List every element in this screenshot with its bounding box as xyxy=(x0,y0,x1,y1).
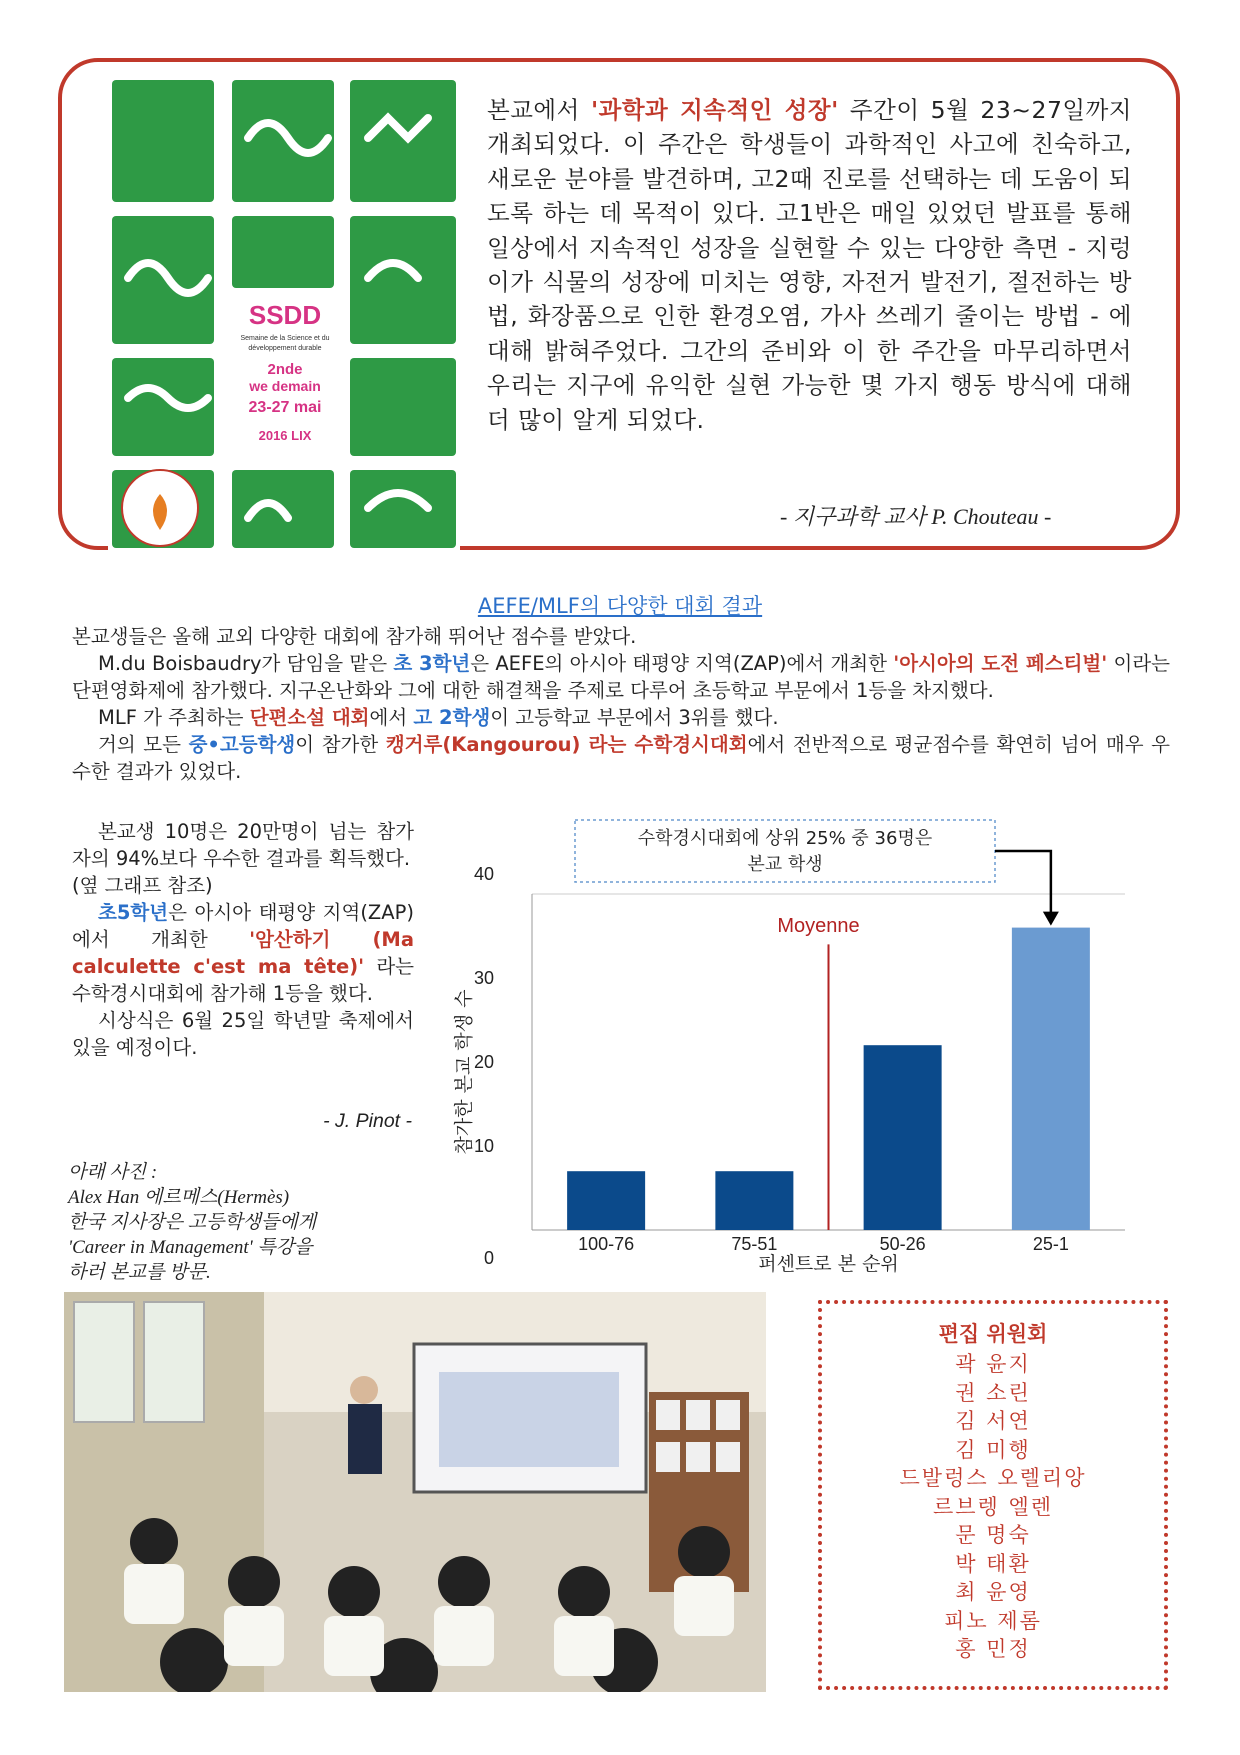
y-tick-label: 40 xyxy=(473,864,494,884)
average-label: Moyenne xyxy=(777,914,860,937)
paragraph-5: 본교생 10명은 20만명이 넘는 참가자의 94%보다 우수한 결과를 획득했다. xyxy=(72,820,414,870)
x-tick-label: 25-1 xyxy=(1032,1234,1069,1254)
annotation-line-2: 본교 학생 xyxy=(747,854,823,875)
section-signature: - J. Pinot - xyxy=(323,1110,412,1132)
y-tick-label: 10 xyxy=(473,1136,494,1156)
paragraph-7: 초5학년은 아시아 태평양 지역(ZAP)에서 개최한 '암산하기 (Ma calculette c'est ma tête)' 라는 수학경시대회에 참가해 1등을 했다. xyxy=(72,901,414,1005)
paragraph-2: M.du Boisbaudry가 담임을 맡은 초 3학년은 AEFE의 아시아 태평양 지역(ZAP)에서 개최한 '아시아의 도전 페스티벌' 이라는 단편영화제에 참가했다. 지구온난화와 그에 대한 해결책을 주제로 다루어 초등학교 부문에서 1등을 차지했다. xyxy=(72,652,1171,702)
member-list xyxy=(822,1350,1164,1664)
arrow-head-icon xyxy=(1043,912,1059,926)
annotation-line-1: 수학경시대회에 상위 25% 중 36명은 xyxy=(637,828,933,849)
poster-line-1: 2nde xyxy=(267,361,303,378)
editor-member: 르브렝 엘렌 xyxy=(932,1494,1054,1519)
presenter xyxy=(348,1376,382,1474)
paragraph-4: 거의 모든 중•고등학생이 참가한 캥거루(Kangourou) 라는 수학경시대회에서 전반적으로 평균점수를 확연히 넘어 매우 우수한 결과가 있었다. xyxy=(72,733,1171,783)
section-title: AEFE/MLF의 다양한 대회 결과 xyxy=(477,594,763,618)
poster-line-4: 2016 LIX xyxy=(258,428,312,443)
paragraph-8: 시상식은 6월 25일 학년말 축제에서 있을 예정이다. xyxy=(72,1009,414,1059)
editor-member: 문 명숙 xyxy=(955,1523,1031,1547)
y-tick-label: 30 xyxy=(473,968,494,988)
poster-line-2: we demain xyxy=(249,378,321,394)
y-axis-label: 참가한 본교 학생 수 xyxy=(453,989,475,1155)
bar xyxy=(864,1045,942,1230)
x-tick-label: 50-26 xyxy=(879,1234,926,1254)
photo-caption: 아래 사진 : Alex Han 에르메스(Hermès) 한국 지사장은 고등학생들에게 'Career in Management' 특강을 하러 본교를 방문. xyxy=(68,1162,317,1283)
y-tick-label: 20 xyxy=(473,1052,494,1072)
intro-text-2: 주간이 5월 23~27일까지 개최되었다. 이 주간은 학생들이 과학적인 사고에 친숙하고, 새로운 분야를 발견하며, 고2때 진로를 선택하는 데 도움이 되도록 하는 데 목적이 있다. 고1반은 매일 있었던 발표를 통해 일상에서 지속적인 성장을 실현할 수 있는 다양한 측면 - 지렁이가 식물의 성장에 미치는 영향, 자전거 발전기, 절전하는 방법, 화장품으로 인한 환경오염, 가사 쓰레기 줄이는 방법 - 에 대해 밝혀주었다. 그간의 준비와 이 한 주간을 마무리하면서 우리는 지구에 유익한 실현 가능한 몇 가지 행동 방식에 대해 더 많이 알게 되었다. xyxy=(487,96,1133,434)
annotation-arrow xyxy=(995,851,1051,922)
ssdd-poster xyxy=(108,78,460,550)
paragraph-6: (옆 그래프 참조) xyxy=(72,874,213,897)
bar xyxy=(715,1171,793,1230)
editor-member: 박 태환 xyxy=(955,1551,1031,1576)
editorial-committee xyxy=(818,1300,1168,1690)
paragraph-1: 본교생들은 올해 교외 다양한 대회에 참가해 뛰어난 점수를 받았다. xyxy=(72,625,637,648)
poster-subtitle-2: développement durable xyxy=(248,345,322,352)
bar xyxy=(1012,928,1090,1230)
x-tick-label: 100-76 xyxy=(578,1234,635,1254)
poster-title: SSDD xyxy=(248,300,322,330)
intro-paragraph xyxy=(487,93,1132,437)
bar xyxy=(567,1171,645,1230)
editor-member: 피노 제롬 xyxy=(944,1608,1042,1633)
editor-member: 드발렁스 오렐리앙 xyxy=(899,1466,1087,1490)
competition-results-text xyxy=(72,623,1170,785)
paragraph-3: MLF 가 주최하는 단편소설 대회에서 고 2학생이 고등학교 부문에서 3위를 했다. xyxy=(98,706,779,729)
y-tick-label: 0 xyxy=(483,1248,494,1268)
classroom-photo xyxy=(64,1292,766,1692)
editorial-title: 편집 위원회 xyxy=(938,1322,1048,1346)
editor-member: 홍 민정 xyxy=(955,1637,1031,1661)
editor-member: 김 서연 xyxy=(955,1409,1031,1433)
editor-member: 김 미행 xyxy=(955,1437,1031,1462)
editor-member: 곽 윤지 xyxy=(955,1352,1031,1376)
editor-member: 최 윤영 xyxy=(955,1580,1031,1604)
x-tick-label: 75-51 xyxy=(731,1234,778,1254)
editor-member: 권 소린 xyxy=(955,1380,1031,1405)
poster-subtitle-1: Semaine de la Science et du xyxy=(240,335,330,342)
intro-signature: - 지구과학 교사 P. Chouteau - xyxy=(780,504,1052,529)
intro-text-1: 본교에서 xyxy=(487,96,591,124)
poster-line-3: 23-27 mai xyxy=(248,399,322,416)
math-contest-chart xyxy=(440,818,1200,1278)
x-axis-label: 퍼센트로 본 순위 xyxy=(758,1253,899,1275)
left-column-text xyxy=(72,818,414,1061)
intro-highlight: '과학과 지속적인 성장' xyxy=(590,96,839,124)
